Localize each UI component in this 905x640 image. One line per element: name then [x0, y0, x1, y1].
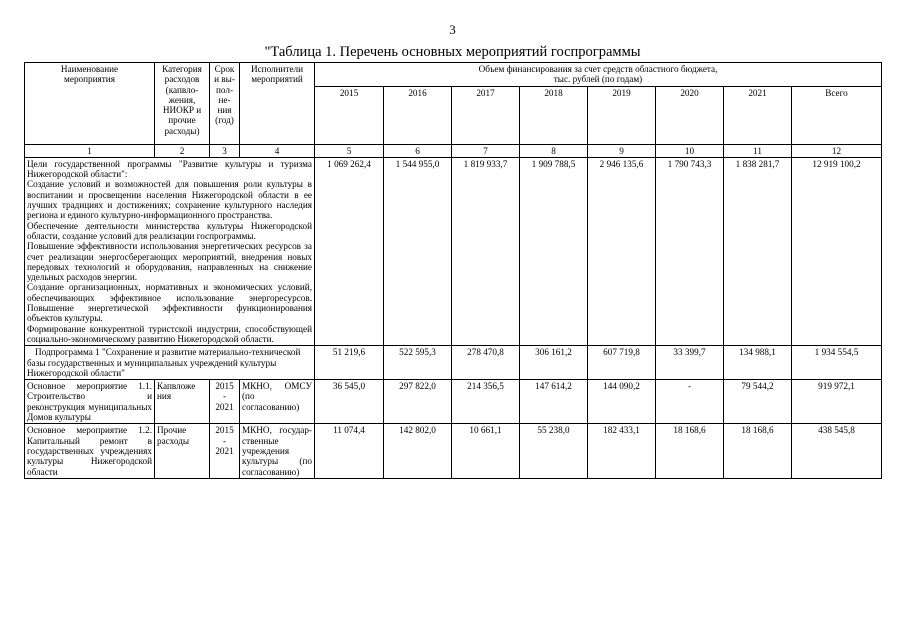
column-number: 3 [210, 144, 240, 157]
activity-category: Капвложе ния [155, 380, 210, 424]
value-cell-total: 12 919 100,2 [792, 157, 882, 345]
value-cell: 607 719,8 [588, 346, 656, 380]
value-cell: 147 614,2 [520, 380, 588, 424]
value-cell: 1 069 262,4 [315, 157, 384, 345]
value-cell: 214 356,5 [452, 380, 520, 424]
activity-category: Прочие расходы [155, 424, 210, 478]
value-cell-total: 438 545,8 [792, 424, 882, 478]
value-cell: 1 909 788,5 [520, 157, 588, 345]
table-row [25, 424, 882, 478]
value-cell-total: 1 934 554,5 [792, 346, 882, 380]
header-year: 2021 [724, 86, 792, 144]
activity-executor: МКНО, ОМСУ (по согласованию) [240, 380, 315, 424]
value-cell: 1 819 933,7 [452, 157, 520, 345]
header-executors: Исполнители мероприятий [240, 63, 315, 145]
header-term: Срок и вы- пол- не- ния (год) [210, 63, 240, 145]
header-name: Наименование мероприятия [25, 63, 155, 145]
column-number: 2 [155, 144, 210, 157]
activity-name: Основное мероприятие 1.2. Капитальный ремонт в государственных учреждениях культуры Нижегородской области [25, 424, 155, 478]
activity-executor: МКНО, государ-ственные учреждения культуры (по согласованию) [240, 424, 315, 478]
value-cell: 182 433,1 [588, 424, 656, 478]
column-number: 10 [656, 144, 724, 157]
value-cell: 10 661,1 [452, 424, 520, 478]
value-cell: 522 595,3 [384, 346, 452, 380]
value-cell: 51 219,6 [315, 346, 384, 380]
value-cell: 297 822,0 [384, 380, 452, 424]
column-number: 11 [724, 144, 792, 157]
column-number: 7 [452, 144, 520, 157]
column-number: 8 [520, 144, 588, 157]
value-cell-total: 919 972,1 [792, 380, 882, 424]
table-title: "Таблица 1. Перечень основных мероприятий госпрограммы [264, 44, 641, 60]
column-number: 1 [25, 144, 155, 157]
value-cell: 18 168,6 [656, 424, 724, 478]
activities-table [24, 62, 882, 479]
column-number: 9 [588, 144, 656, 157]
header-year: 2016 [384, 86, 452, 144]
header-category: Категория расходов (капвло- жения, НИОКР и прочие расходы) [155, 63, 210, 145]
value-cell: - [656, 380, 724, 424]
value-cell: 1 544 955,0 [384, 157, 452, 345]
value-cell: 1 790 743,3 [656, 157, 724, 345]
column-number: 6 [384, 144, 452, 157]
header-year: 2019 [588, 86, 656, 144]
value-cell: 11 074,4 [315, 424, 384, 478]
value-cell: 33 399,7 [656, 346, 724, 380]
value-cell: 1 838 281,7 [724, 157, 792, 345]
value-cell: 306 161,2 [520, 346, 588, 380]
header-year-total: Всего [792, 86, 882, 144]
subprogram-row [25, 346, 882, 380]
value-cell: 134 988,1 [724, 346, 792, 380]
header-volume: Объем финансирования за счет средств областного бюджета, тыс. рублей (по годам) [315, 63, 882, 87]
activity-name: Основное мероприятие 1.1. Строительство и реконструкция муниципальных Домов культуры [25, 380, 155, 424]
value-cell: 79 544,2 [724, 380, 792, 424]
activity-term: 2015 - 2021 [210, 380, 240, 424]
column-number-row [25, 144, 882, 157]
header-year: 2020 [656, 86, 724, 144]
program-goals: Цели государственной программы "Развитие культуры и туризма Нижегородской области": Создание условий и возможностей для повышения роли культуры в воспитании и просвещении населения Нижегородской области в ее лучших традициях и достижениях; сохранение культурного наследия региона и единого культурно-информационного пространства. Обеспечение деятельности министерства культуры Нижегородской области, создание условий для реализации госпрограммы. Повышение эффективности использования энергетических ресурсов за счет реализации энергосберегающих мероприятий, внедрения новых передовых технологий и оборудования, направленных на снижение удельных расходов энергии. Создание организационных, нормативных и экономических условий, обеспечивающих эффективное использование энергоресурсов. Повышение энергетической эффективности функционирования объектов культуры. Формирование конкурентной туристской индустрии, способствующей социально-экономическому развитию Нижегородской области. [25, 157, 315, 345]
value-cell: 18 168,6 [724, 424, 792, 478]
header-year: 2015 [315, 86, 384, 144]
value-cell: 142 802,0 [384, 424, 452, 478]
value-cell: 278 470,8 [452, 346, 520, 380]
header-row [25, 63, 882, 87]
value-cell: 36 545,0 [315, 380, 384, 424]
value-cell: 55 238,0 [520, 424, 588, 478]
value-cell: 2 946 135,6 [588, 157, 656, 345]
page-number: 3 [449, 22, 456, 37]
column-number: 4 [240, 144, 315, 157]
column-number: 12 [792, 144, 882, 157]
subprogram-title: Подпрограмма 1 "Сохранение и развитие материально-технической базы государственных и муниципальных учреждений культуры Нижегородской области" [25, 346, 315, 380]
column-number: 5 [315, 144, 384, 157]
value-cell: 144 090,2 [588, 380, 656, 424]
goals-row [25, 157, 882, 345]
header-year: 2017 [452, 86, 520, 144]
activity-term: 2015 - 2021 [210, 424, 240, 478]
table-row [25, 380, 882, 424]
header-year: 2018 [520, 86, 588, 144]
